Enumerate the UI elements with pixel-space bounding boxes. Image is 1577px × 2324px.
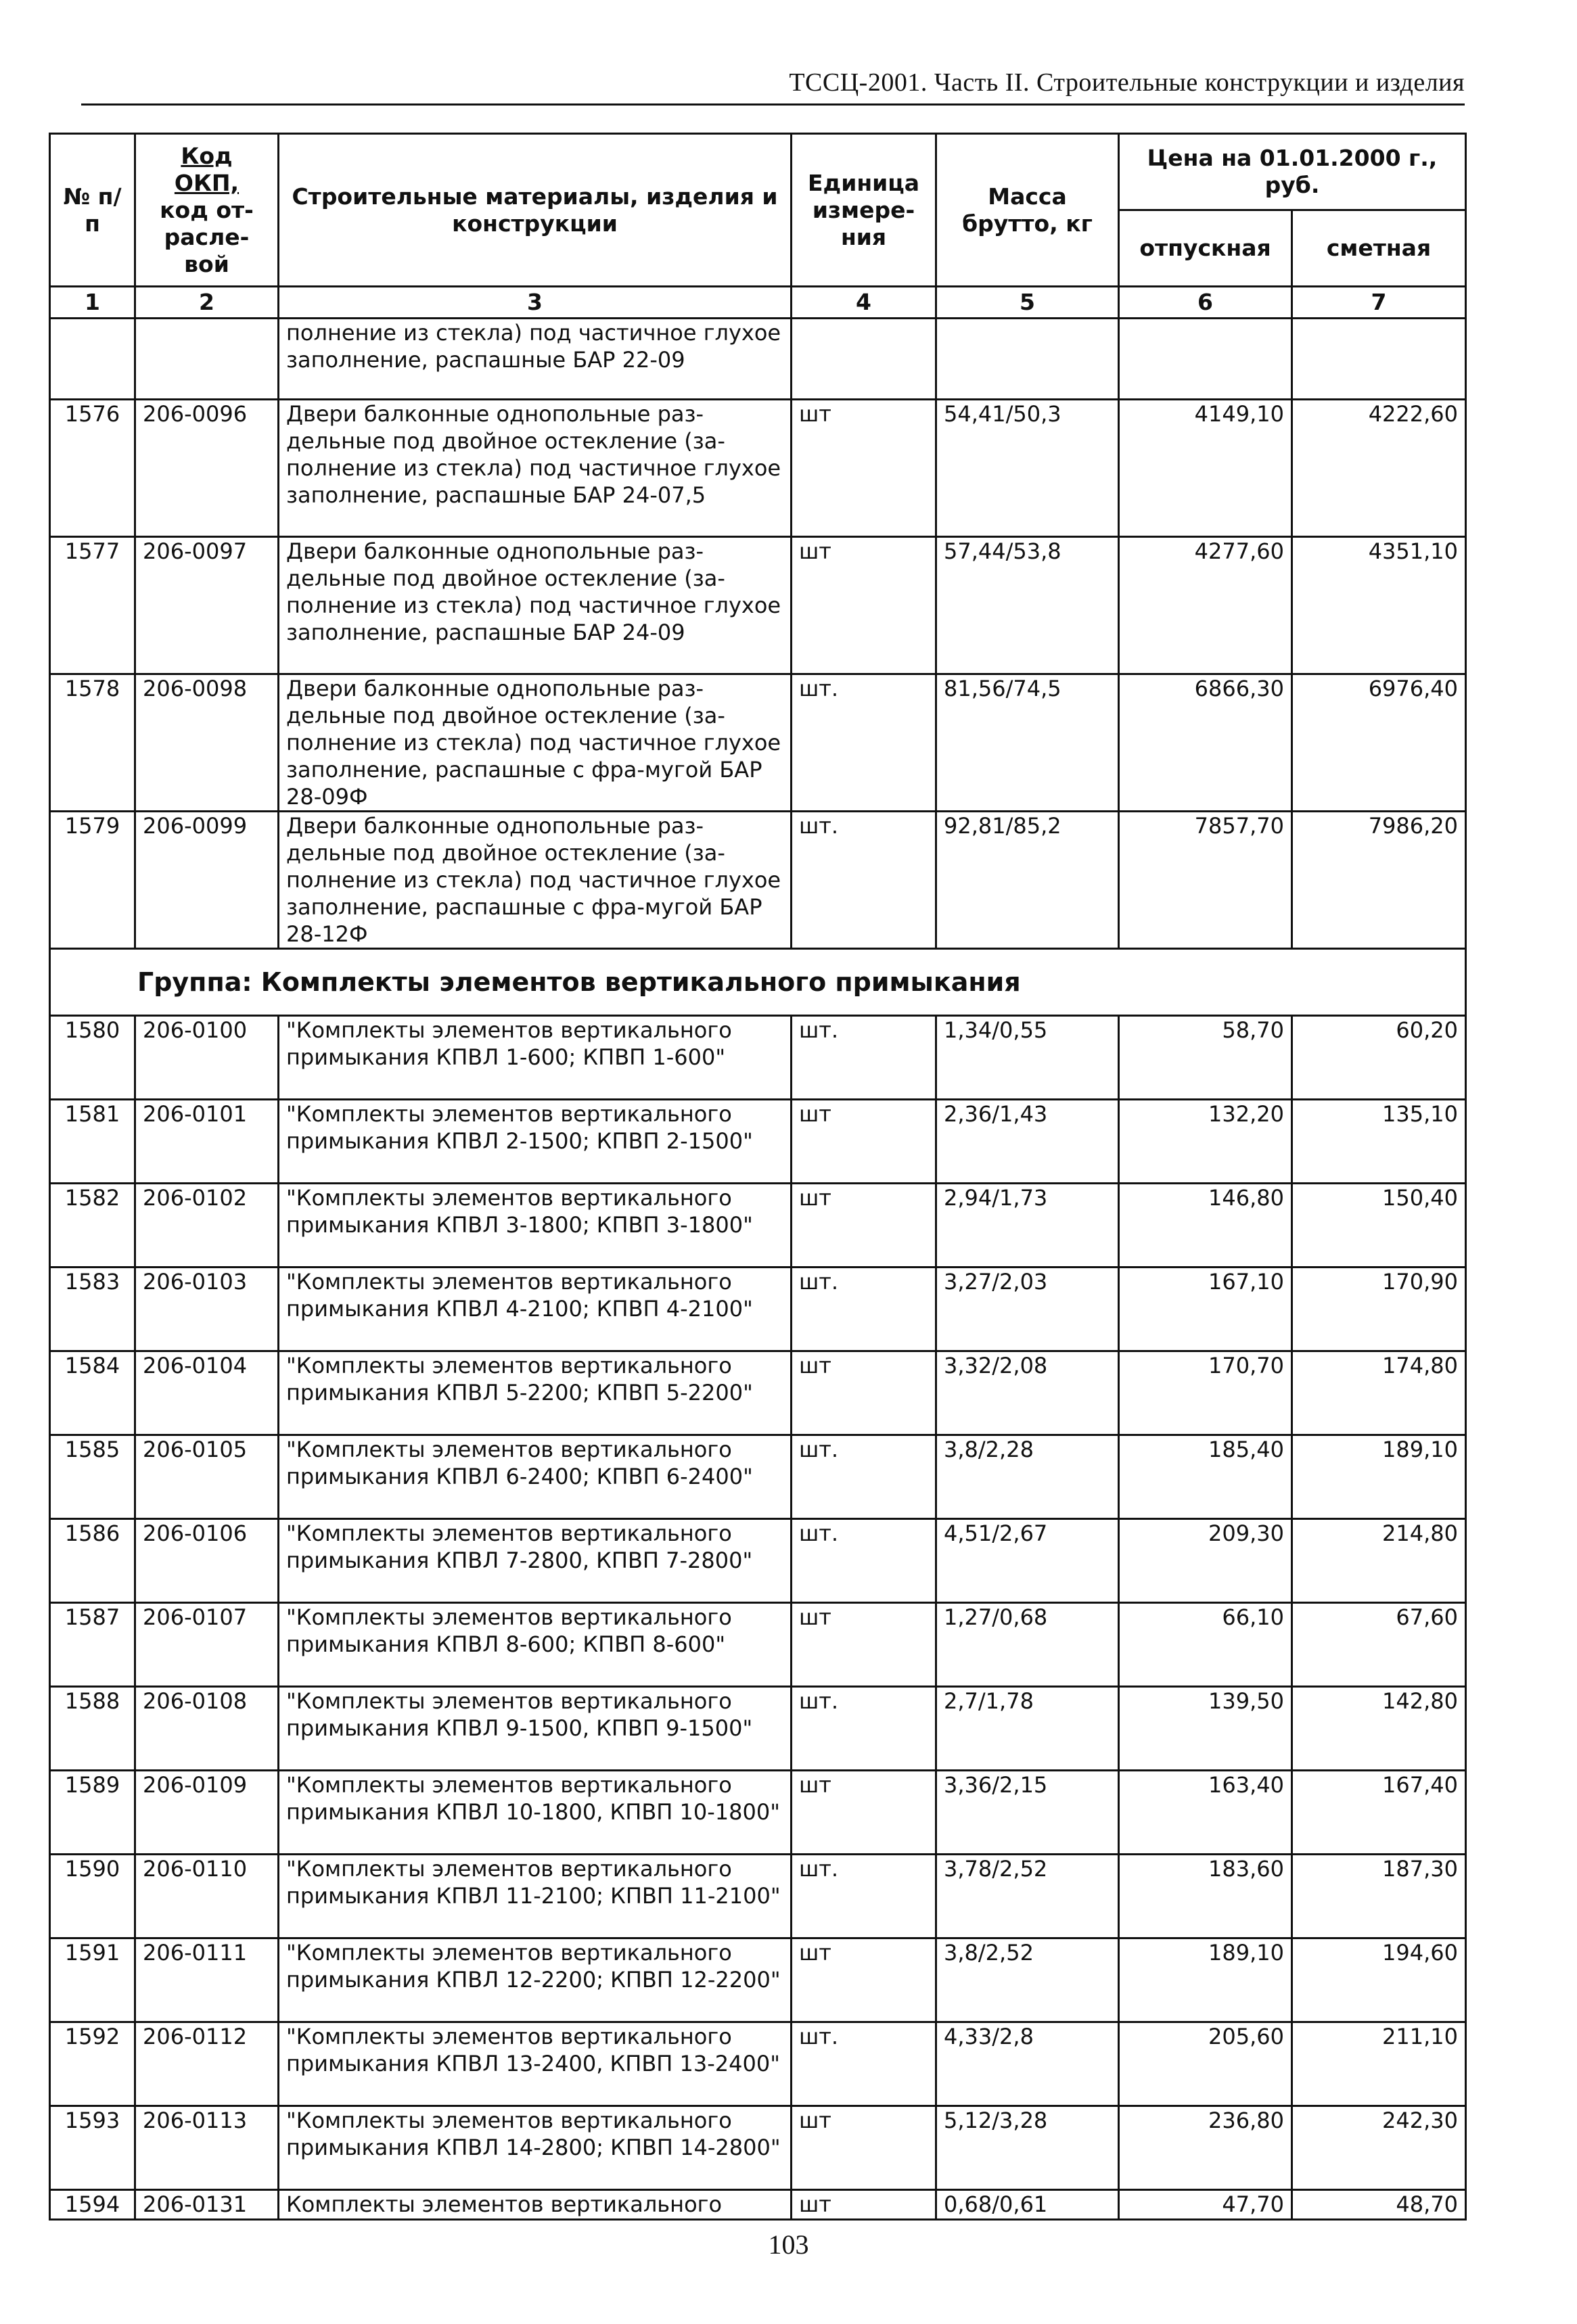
col-header-code-line1: Код — [181, 142, 233, 169]
row-price-estimate: 4222,60 — [1292, 400, 1466, 537]
table-row — [50, 537, 1466, 674]
row-number: 1585 — [50, 1435, 135, 1519]
row-unit: шт — [792, 537, 936, 674]
table-body — [50, 319, 1466, 2220]
row-description: "Комплекты элементов вертикального примыкания КПВЛ 11-2100; КПВП 11-2100" — [279, 1855, 792, 1938]
row-price-release: 185,40 — [1119, 1435, 1292, 1519]
row-description: "Комплекты элементов вертикального примыкания КПВЛ 3-1800; КПВП 3-1800" — [279, 1184, 792, 1268]
row-description: Двери балконные однопольные раз-дельные под двойное остекление (за-полнение из стекла) под частичное глухое заполнение, распашные с фра-мугой БАР 28-09Ф — [279, 674, 792, 812]
col-header-price-release: отпускная — [1119, 210, 1292, 287]
row-number: 1580 — [50, 1016, 135, 1100]
continuation-row — [50, 319, 1466, 400]
row-code: 206-0105 — [135, 1435, 279, 1519]
table-row — [50, 1855, 1466, 1938]
row-price-release: 170,70 — [1119, 1351, 1292, 1435]
table-row — [50, 674, 1466, 812]
table-row — [50, 1687, 1466, 1771]
row-description: "Комплекты элементов вертикального примыкания КПВЛ 10-1800, КПВП 10-1800" — [279, 1771, 792, 1855]
row-number: 1578 — [50, 674, 135, 812]
row-price-release: 163,40 — [1119, 1771, 1292, 1855]
col-header-code-line3: код от-расле-вой — [160, 196, 254, 277]
row-description: "Комплекты элементов вертикального примыкания КПВЛ 8-600; КПВП 8-600" — [279, 1603, 792, 1687]
row-number: 1587 — [50, 1603, 135, 1687]
group-title: Группа: Комплекты элементов вертикального примыкания — [50, 949, 1466, 1016]
row-price-release: 183,60 — [1119, 1855, 1292, 1938]
column-number: 2 — [135, 287, 279, 319]
row-code: 206-0103 — [135, 1268, 279, 1351]
row-price-estimate: 211,10 — [1292, 2022, 1466, 2106]
row-price-release: 146,80 — [1119, 1184, 1292, 1268]
row-price-release: 4149,10 — [1119, 400, 1292, 537]
row-number: 1577 — [50, 537, 135, 674]
row-mass: 4,51/2,67 — [936, 1519, 1119, 1603]
row-mass: 81,56/74,5 — [936, 674, 1119, 812]
row-price-release: 209,30 — [1119, 1519, 1292, 1603]
header-divider — [81, 103, 1465, 106]
row-number: 1590 — [50, 1855, 135, 1938]
row-price-estimate: 150,40 — [1292, 1184, 1466, 1268]
row-price-release: 47,70 — [1119, 2190, 1292, 2220]
row-price-estimate: 189,10 — [1292, 1435, 1466, 1519]
row-code: 206-0112 — [135, 2022, 279, 2106]
col-header-name: Строительные материалы, изделия и конструкции — [279, 134, 792, 287]
column-number: 6 — [1119, 287, 1292, 319]
row-price-release: 132,20 — [1119, 1100, 1292, 1184]
row-price-release: 6866,30 — [1119, 674, 1292, 812]
row-description: Двери балконные однопольные раз-дельные под двойное остекление (за-полнение из стекла) под частичное глухое заполнение, распашные БАР 24-07,5 — [279, 400, 792, 537]
row-unit: шт. — [792, 812, 936, 949]
row-mass: 3,32/2,08 — [936, 1351, 1119, 1435]
row-mass: 5,12/3,28 — [936, 2106, 1119, 2190]
row-unit: шт — [792, 1938, 936, 2022]
row-mass: 3,36/2,15 — [936, 1771, 1119, 1855]
row-price-estimate: 67,60 — [1292, 1603, 1466, 1687]
row-description: "Комплекты элементов вертикального примыкания КПВЛ 14-2800; КПВП 14-2800" — [279, 2106, 792, 2190]
row-mass: 2,36/1,43 — [936, 1100, 1119, 1184]
row-code: 206-0099 — [135, 812, 279, 949]
row-unit: шт — [792, 2190, 936, 2220]
row-number: 1582 — [50, 1184, 135, 1268]
row-unit: шт — [792, 1603, 936, 1687]
row-unit: шт. — [792, 1435, 936, 1519]
row-number: 1584 — [50, 1351, 135, 1435]
column-number: 7 — [1292, 287, 1466, 319]
continuation-text: полнение из стекла) под частичное глухое заполнение, распашные БАР 22-09 — [279, 319, 792, 400]
table-row — [50, 1938, 1466, 2022]
col-header-price-estimate: сметная — [1292, 210, 1466, 287]
table-row — [50, 1771, 1466, 1855]
row-description: Комплекты элементов вертикального — [279, 2190, 792, 2220]
row-price-estimate: 142,80 — [1292, 1687, 1466, 1771]
running-header: ТССЦ-2001. Часть II. Строительные конструкции и изделия — [789, 68, 1465, 97]
row-description: "Комплекты элементов вертикального примыкания КПВЛ 5-2200; КПВП 5-2200" — [279, 1351, 792, 1435]
row-description: "Комплекты элементов вертикального примыкания КПВЛ 6-2400; КПВП 6-2400" — [279, 1435, 792, 1519]
row-unit: шт. — [792, 674, 936, 812]
col-header-num: № п/п — [50, 134, 135, 287]
row-mass: 54,41/50,3 — [936, 400, 1119, 537]
group-heading-row — [50, 949, 1466, 1016]
row-mass: 3,8/2,52 — [936, 1938, 1119, 2022]
row-number: 1576 — [50, 400, 135, 537]
row-price-estimate: 4351,10 — [1292, 537, 1466, 674]
table-row — [50, 2106, 1466, 2190]
row-price-release: 189,10 — [1119, 1938, 1292, 2022]
table-row — [50, 1435, 1466, 1519]
row-description: Двери балконные однопольные раз-дельные под двойное остекление (за-полнение из стекла) под частичное глухое заполнение, распашные с фра-мугой БАР 28-12Ф — [279, 812, 792, 949]
row-unit: шт. — [792, 1268, 936, 1351]
row-price-estimate: 174,80 — [1292, 1351, 1466, 1435]
row-number: 1586 — [50, 1519, 135, 1603]
row-code: 206-0131 — [135, 2190, 279, 2220]
table-row — [50, 2022, 1466, 2106]
row-unit: шт — [792, 2106, 936, 2190]
row-price-release: 167,10 — [1119, 1268, 1292, 1351]
row-unit: шт — [792, 1100, 936, 1184]
price-catalog-table — [49, 133, 1467, 2221]
row-price-release: 7857,70 — [1119, 812, 1292, 949]
table-row — [50, 400, 1466, 537]
row-unit: шт. — [792, 2022, 936, 2106]
table-row — [50, 1100, 1466, 1184]
row-unit: шт. — [792, 1519, 936, 1603]
row-unit: шт. — [792, 1855, 936, 1938]
row-mass: 3,8/2,28 — [936, 1435, 1119, 1519]
row-number: 1589 — [50, 1771, 135, 1855]
row-number: 1594 — [50, 2190, 135, 2220]
row-unit: шт. — [792, 1687, 936, 1771]
row-mass: 3,78/2,52 — [936, 1855, 1119, 1938]
row-mass: 1,27/0,68 — [936, 1603, 1119, 1687]
row-mass: 4,33/2,8 — [936, 2022, 1119, 2106]
row-number: 1581 — [50, 1100, 135, 1184]
row-unit: шт — [792, 1184, 936, 1268]
table-row — [50, 2190, 1466, 2220]
row-description: "Комплекты элементов вертикального примыкания КПВЛ 7-2800, КПВП 7-2800" — [279, 1519, 792, 1603]
row-mass: 1,34/0,55 — [936, 1016, 1119, 1100]
row-description: "Комплекты элементов вертикального примыкания КПВЛ 13-2400, КПВП 13-2400" — [279, 2022, 792, 2106]
row-description: "Комплекты элементов вертикального примыкания КПВЛ 12-2200; КПВП 12-2200" — [279, 1938, 792, 2022]
row-unit: шт. — [792, 1016, 936, 1100]
col-header-mass: Масса брутто, кг — [936, 134, 1119, 287]
row-description: "Комплекты элементов вертикального примыкания КПВЛ 2-1500; КПВП 2-1500" — [279, 1100, 792, 1184]
row-price-estimate: 242,30 — [1292, 2106, 1466, 2190]
row-unit: шт — [792, 1771, 936, 1855]
table-row — [50, 1351, 1466, 1435]
row-code: 206-0101 — [135, 1100, 279, 1184]
row-price-release: 58,70 — [1119, 1016, 1292, 1100]
row-code: 206-0109 — [135, 1771, 279, 1855]
row-number: 1593 — [50, 2106, 135, 2190]
row-price-release: 139,50 — [1119, 1687, 1292, 1771]
row-number: 1588 — [50, 1687, 135, 1771]
row-price-estimate: 214,80 — [1292, 1519, 1466, 1603]
row-price-release: 236,80 — [1119, 2106, 1292, 2190]
table-row — [50, 1016, 1466, 1100]
row-price-estimate: 194,60 — [1292, 1938, 1466, 2022]
row-price-release: 4277,60 — [1119, 537, 1292, 674]
column-number: 4 — [792, 287, 936, 319]
row-price-estimate: 6976,40 — [1292, 674, 1466, 812]
row-price-estimate: 167,40 — [1292, 1771, 1466, 1855]
col-header-unit: Единица измере-ния — [792, 134, 936, 287]
col-header-code — [135, 134, 279, 287]
row-price-estimate: 170,90 — [1292, 1268, 1466, 1351]
row-price-release: 66,10 — [1119, 1603, 1292, 1687]
col-header-price: Цена на 01.01.2000 г., руб. — [1119, 134, 1466, 210]
table-row — [50, 812, 1466, 949]
table-row — [50, 1603, 1466, 1687]
row-description: "Комплекты элементов вертикального примыкания КПВЛ 9-1500, КПВП 9-1500" — [279, 1687, 792, 1771]
row-code: 206-0098 — [135, 674, 279, 812]
row-number: 1579 — [50, 812, 135, 949]
row-description: Двери балконные однопольные раз-дельные под двойное остекление (за-полнение из стекла) под частичное глухое заполнение, распашные БАР 24-09 — [279, 537, 792, 674]
row-code: 206-0110 — [135, 1855, 279, 1938]
row-code: 206-0111 — [135, 1938, 279, 2022]
row-mass: 57,44/53,8 — [936, 537, 1119, 674]
row-mass: 0,68/0,61 — [936, 2190, 1119, 2220]
row-description: "Комплекты элементов вертикального примыкания КПВЛ 4-2100; КПВП 4-2100" — [279, 1268, 792, 1351]
row-number: 1583 — [50, 1268, 135, 1351]
row-price-estimate: 135,10 — [1292, 1100, 1466, 1184]
row-unit: шт — [792, 400, 936, 537]
row-code: 206-0104 — [135, 1351, 279, 1435]
row-description: "Комплекты элементов вертикального примыкания КПВЛ 1-600; КПВП 1-600" — [279, 1016, 792, 1100]
row-mass: 3,27/2,03 — [936, 1268, 1119, 1351]
row-price-estimate: 7986,20 — [1292, 812, 1466, 949]
row-mass: 2,94/1,73 — [936, 1184, 1119, 1268]
row-code: 206-0100 — [135, 1016, 279, 1100]
table-row — [50, 1268, 1466, 1351]
row-price-estimate: 60,20 — [1292, 1016, 1466, 1100]
table-row — [50, 1184, 1466, 1268]
row-price-estimate: 48,70 — [1292, 2190, 1466, 2220]
column-number: 3 — [279, 287, 792, 319]
row-price-release: 205,60 — [1119, 2022, 1292, 2106]
table-header — [50, 134, 1466, 319]
page-number: 103 — [768, 2229, 809, 2260]
row-code: 206-0106 — [135, 1519, 279, 1603]
row-code: 206-0107 — [135, 1603, 279, 1687]
row-number: 1592 — [50, 2022, 135, 2106]
row-code: 206-0097 — [135, 537, 279, 674]
column-number: 5 — [936, 287, 1119, 319]
row-code: 206-0108 — [135, 1687, 279, 1771]
row-mass: 2,7/1,78 — [936, 1687, 1119, 1771]
row-number: 1591 — [50, 1938, 135, 2022]
row-code: 206-0102 — [135, 1184, 279, 1268]
row-code: 206-0113 — [135, 2106, 279, 2190]
row-code: 206-0096 — [135, 400, 279, 537]
column-number: 1 — [50, 287, 135, 319]
table-row — [50, 1519, 1466, 1603]
row-mass: 92,81/85,2 — [936, 812, 1119, 949]
col-header-code-line2: ОКП, — [174, 169, 239, 196]
row-price-estimate: 187,30 — [1292, 1855, 1466, 1938]
row-unit: шт — [792, 1351, 936, 1435]
column-number-row — [50, 287, 1466, 319]
